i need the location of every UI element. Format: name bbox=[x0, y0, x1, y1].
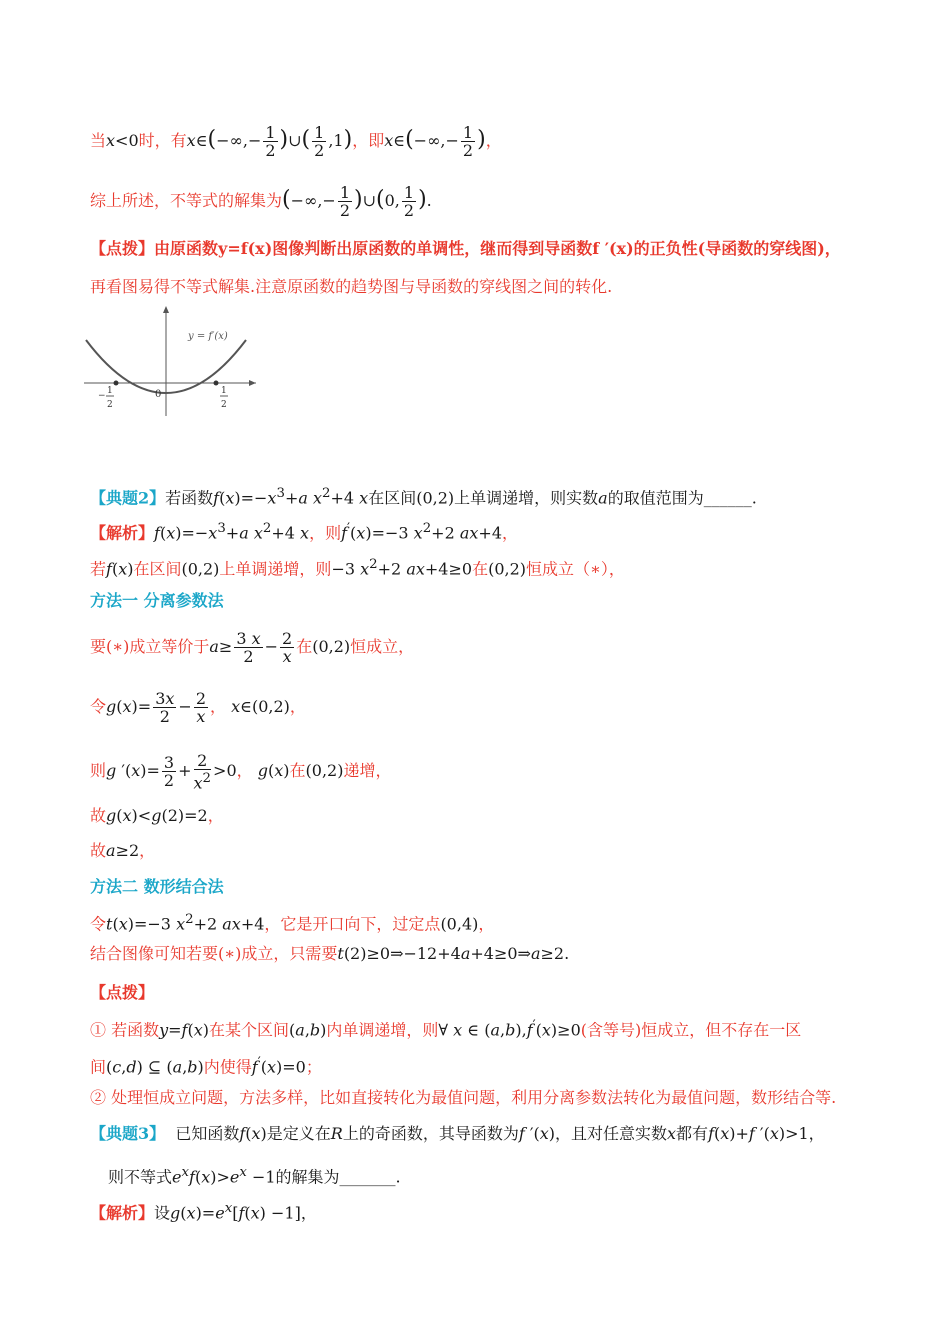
left-root-label: − bbox=[98, 391, 106, 401]
y-axis-arrow bbox=[163, 306, 169, 313]
tip-line-1: 【点拨】由原函数y=f(x)图像判断出原函数的单调性，继而得到导函数f ′(x)的正负性(导函数的穿线图)， bbox=[90, 239, 841, 258]
tip-2-line-1: ① 若函数y=f(x)在某个区间(a,b)内单调递增，则∀ x ∈ (a,b),f′(x)≥0(含等号)恒成立，但不存在一区 bbox=[90, 1018, 802, 1040]
method-2-line-2: 结合图像可知若要(∗)成立，只需要t(2)≥0⇒−12+4a+4≥0⇒a≥2. bbox=[90, 944, 570, 963]
example-3-question-1: 【典题3】 已知函数f(x)是定义在R上的奇函数，其导函数为f ′(x)，且对任意实数x都有f(x)+f ′(x)>1， bbox=[90, 1124, 825, 1143]
tip-heading-2: 【点拨】 bbox=[90, 983, 155, 1002]
tip-2-line-3: ② 处理恒成立问题，方法多样，比如直接转化为最值问题，利用分离参数法转化为最值问题，数形结合等. bbox=[90, 1088, 837, 1107]
tip-2-line-2: 间(c,d) ⊆ (a,b)内使得f′(x)=0； bbox=[90, 1055, 322, 1077]
method-1-line-3: 则g ′(x)= $\frac{3}{2}$ + $\frac{2}{x^2}$ >0， g(x)在(0,2)递增， bbox=[90, 751, 392, 793]
right-root-label: 1 bbox=[221, 386, 227, 396]
svg-text:1: 1 bbox=[107, 386, 113, 396]
tip-line-2: 再看图易得不等式解集.注意原函数的趋势图与导函数的穿线图之间的转化. bbox=[90, 277, 613, 296]
curve-label: y = f′(x) bbox=[188, 331, 228, 342]
text-line-1: 当x<0时，有x∈(−∞,− $\frac{1}{2}$ )∪( $\frac{1}{2}$ ,1)，即x∈(−∞,− $\frac{1}{2}$ )， bbox=[90, 123, 502, 160]
example-2-question: 【典题2】若函数$f(x)=-x^3+a$ $x^2+4$ x在区间(0,2)上单调递增，则实数a的取值范围为______. bbox=[90, 486, 757, 508]
origin-label: 0 bbox=[155, 389, 162, 400]
method-1-line-1: 要(∗)成立等价于a≥ $\frac{3 x}{2}$ − $\frac{2}{x}$ 在(0,2)恒成立， bbox=[90, 629, 415, 666]
method-1-line-5: 故a≥2， bbox=[90, 841, 156, 860]
derivative-graph bbox=[84, 306, 264, 418]
method-2-line-1: 令t(x)=−3 $x^2+2$ ax+4，它是开口向下，过定点(0,4)， bbox=[90, 912, 495, 934]
example-3-question-2: 则不等式$e^xf(x)>e^x -1$的解集为_______. bbox=[108, 1165, 401, 1187]
text-line-2: 综上所述，不等式的解集为(−∞,− $\frac{1}{2}$ )∪(0, $\frac{1}{2}$ ). bbox=[90, 183, 432, 220]
left-root-point bbox=[114, 381, 119, 386]
solution-line-2: 若f(x)在区间(0,2)上单调递增，则−3 $x^2+2$ ax+4≥0在(0,2)恒成立（∗）， bbox=[90, 557, 625, 579]
method-1-heading: 方法一 分离参数法 bbox=[90, 591, 224, 610]
method-1-line-4: 故g(x)<g(2)=2， bbox=[90, 806, 224, 825]
svg-text:2: 2 bbox=[221, 400, 227, 410]
example-3-solution-1: 【解析】设$g(x)=e^x[f(x) -1]$， bbox=[90, 1201, 317, 1223]
solution-line-1: 【解析】$f(x)=-x^3+a$ $x^2+4$ x，则f′(x)=−3 $x^2+2$ ax+4， bbox=[90, 521, 519, 543]
svg-text:2: 2 bbox=[107, 400, 113, 410]
method-1-line-2: 令g(x)= $\frac{3x}{2}$ − $\frac{2}{x}$ ， x∈(0,2)， bbox=[90, 689, 306, 726]
method-2-heading: 方法二 数形结合法 bbox=[90, 877, 224, 896]
right-root-point bbox=[214, 381, 219, 386]
x-axis-arrow bbox=[249, 380, 256, 386]
